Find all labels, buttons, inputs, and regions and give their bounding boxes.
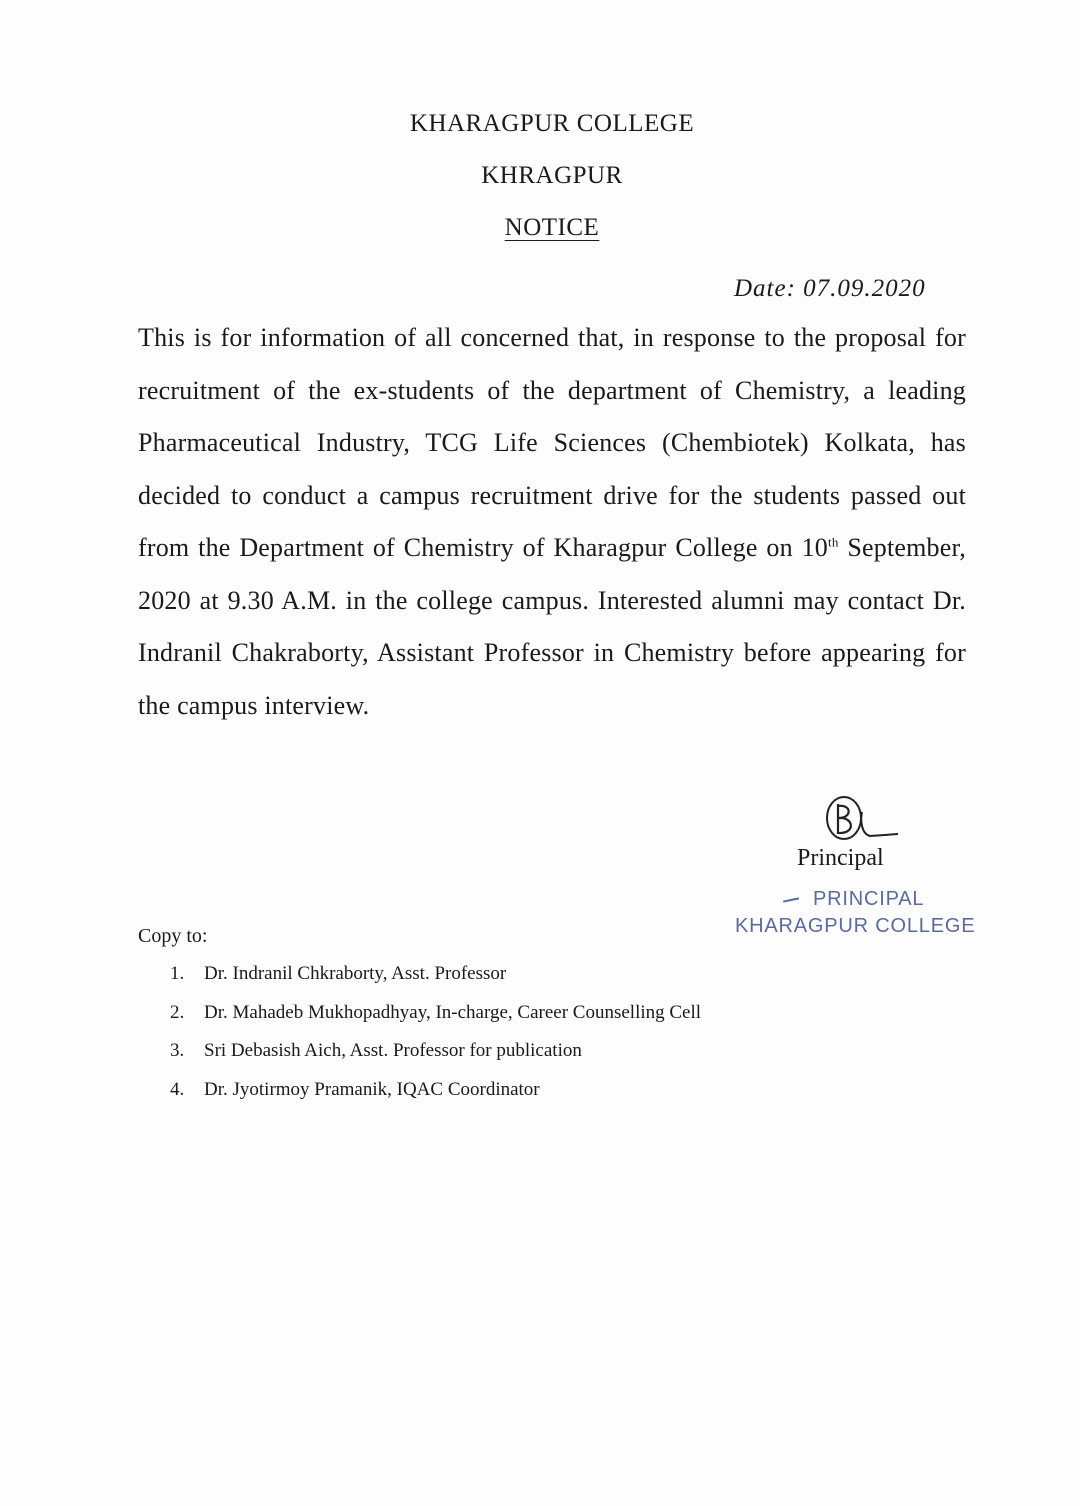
notice-body-part2: September, 2020 at 9.30 A.M. in the college campus. Interested alumni may contact Dr. Indranil Chakraborty, Assistant Professor in Chemistry before appearing for the campus interview. <box>138 533 966 720</box>
notice-title <box>12 214 1080 242</box>
notice-date: Date: 07.09.2020 <box>734 275 926 302</box>
list-item-number: 2. <box>170 1001 185 1023</box>
college-name: KHARAGPUR COLLEGE <box>409 110 695 137</box>
list-item-number: 1. <box>170 963 185 984</box>
list-item <box>170 1040 701 1079</box>
college-city: KHRAGPUR <box>481 162 623 189</box>
list-item-text: Dr. Indranil Chkraborty, Asst. Professor <box>204 963 507 984</box>
notice-body-superscript: th <box>828 534 839 550</box>
list-item-number: 3. <box>170 1040 185 1061</box>
list-item-text: Dr. Mahadeb Mukhopadhyay, In-charge, Career Counselling Cell <box>204 1001 702 1023</box>
list-item <box>170 1002 701 1041</box>
signature-mark <box>818 790 908 850</box>
stamp-line-1 <box>783 888 1005 911</box>
stamp-line-2: KHARAGPUR COLLEGE <box>735 915 976 937</box>
list-item <box>170 963 701 1002</box>
notice-body <box>138 312 966 732</box>
stamp-dash <box>783 897 799 902</box>
list-item-text: Dr. Jyotirmoy Pramanik, IQAC Coordinator <box>204 1078 540 1100</box>
copy-to-list <box>170 963 701 1117</box>
principal-label: Principal <box>797 845 884 871</box>
list-item-number: 4. <box>170 1078 185 1100</box>
notice-title-text: NOTICE <box>504 214 600 241</box>
list-item-text: Sri Debasish Aich, Asst. Professor for publication <box>204 1040 582 1061</box>
stamp-title: PRINCIPAL <box>813 888 925 910</box>
copy-to-label: Copy to: <box>138 925 208 947</box>
notice-body-part1: This is for information of all concerned that, in response to the proposal for recruitment of the ex-students of the department of Chemistry, a leading Pharmaceutical Industry, TCG Life Sciences (Chembiotek) Kolkata, has decided to conduct a campus recruitment drive for the students passed out from the Department of Chemistry of Kharagpur College on 10 <box>138 323 966 562</box>
list-item <box>170 1079 701 1118</box>
principal-stamp <box>735 888 1005 938</box>
